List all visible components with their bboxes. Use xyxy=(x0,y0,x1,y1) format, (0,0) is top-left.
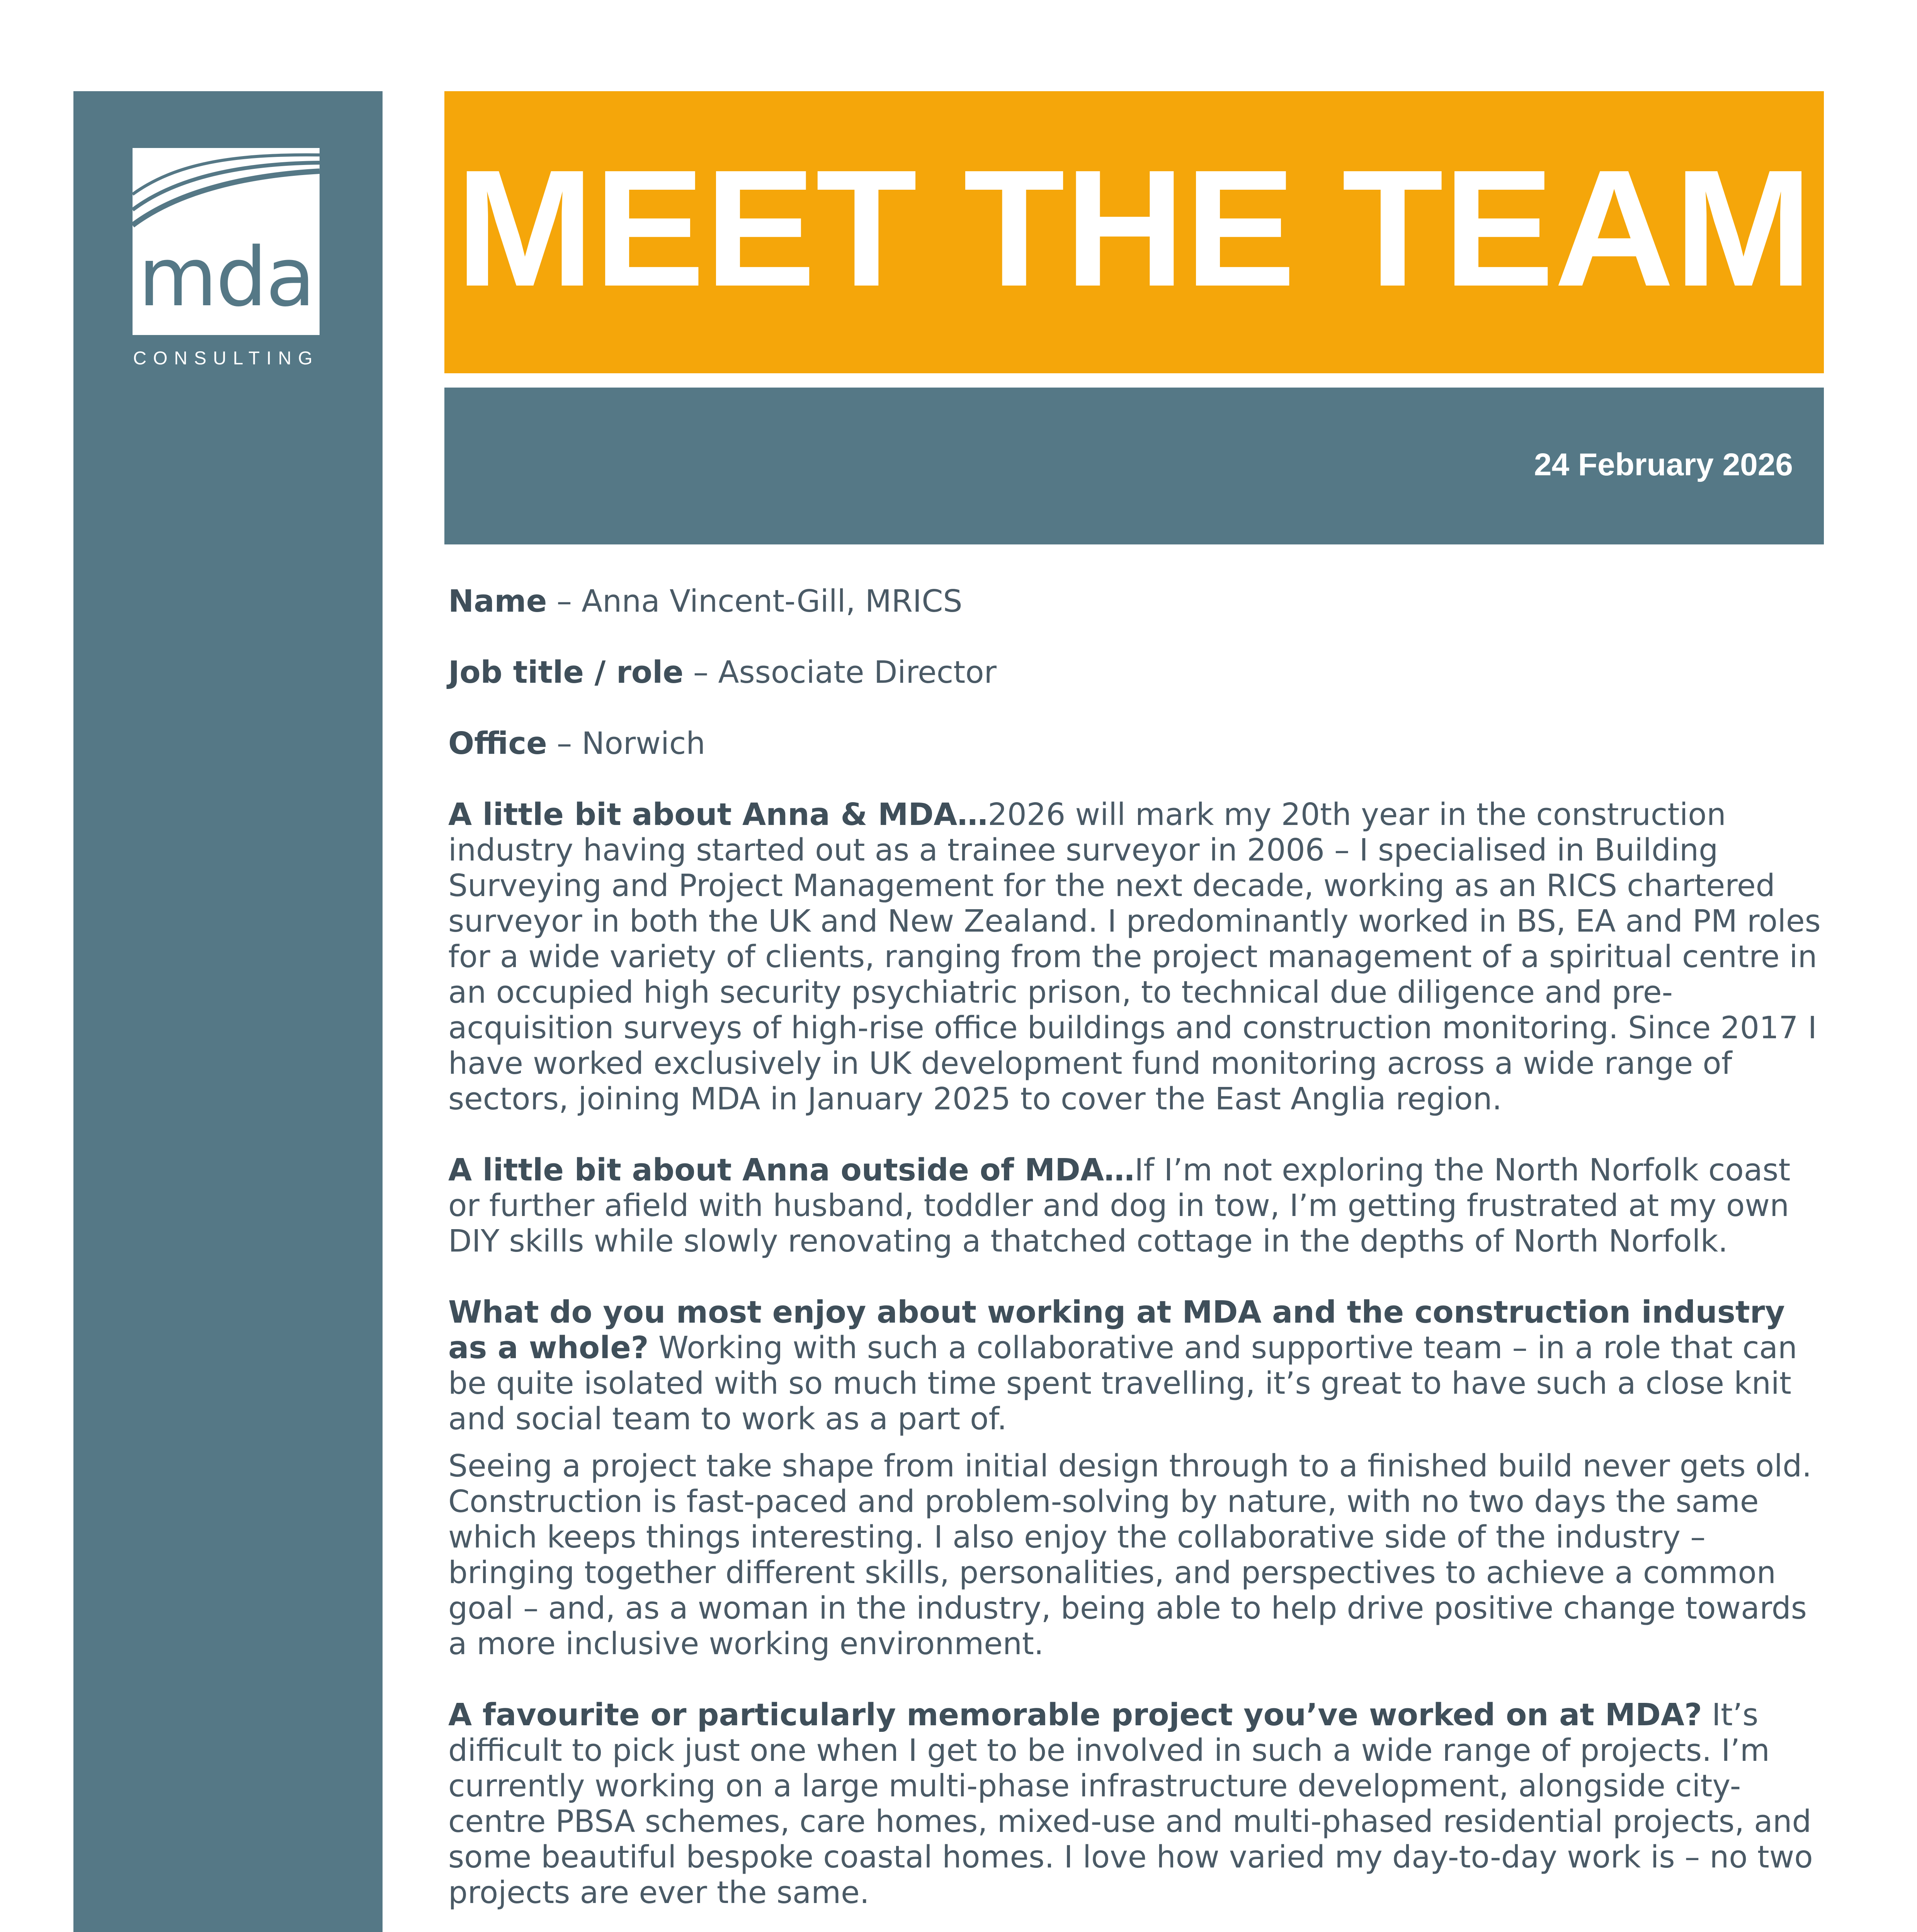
outside-mda-text: If I’m not exploring the North Norfolk coast or further afield with husband, toddler and dog in tow, I’m getting frustrated at my own DIY skills while slowly renovating a thatched cottage in the depths of North Norfolk. xyxy=(448,1152,1791,1259)
enjoy-text: Working with such a collaborative and supportive team – in a role that can be quite isolated with so much time spent travelling, it’s great to have such a close knit and social team to work as a part of. xyxy=(448,1330,1797,1437)
role-value: – Associate Director xyxy=(683,655,997,690)
enjoy-paragraph-2 xyxy=(448,1448,1824,1662)
date-banner xyxy=(444,388,1824,544)
office-value: – Norwich xyxy=(547,726,706,761)
name-line xyxy=(448,583,1824,619)
enjoy-paragraph xyxy=(448,1294,1824,1437)
issue-date: 24 February 2026 xyxy=(1534,447,1793,482)
project-label: A favourite or particularly memorable project you’ve worked on at MDA? xyxy=(448,1697,1702,1733)
outside-mda-label: A little bit about Anna outside of MDA… xyxy=(448,1152,1135,1188)
logo-wordmark: mda xyxy=(138,230,314,325)
office-label: Office xyxy=(448,726,547,761)
name-label: Name xyxy=(448,583,547,619)
role-line xyxy=(448,655,1824,690)
profile-content xyxy=(448,583,1824,1932)
project-paragraph xyxy=(448,1697,1824,1910)
office-line xyxy=(448,726,1824,761)
enjoy-label: What do you most enjoy about working at MDA and the construction industry as a whole? xyxy=(448,1294,1785,1366)
role-label: Job title / role xyxy=(448,655,684,690)
enjoy-text-2: Seeing a project take shape from initial design through to a finished build never gets old. Construction is fast-paced and problem-solving by nature, with no two days the same which keeps things interesting. I also enjoy the collaborative side of the industry – bringing together different skills, personalities, and perspectives to achieve a common goal – and, as a woman in the industry, being able to help drive positive change towards a more inclusive working environment. xyxy=(448,1448,1812,1662)
logo-subtitle: CONSULTING xyxy=(133,348,319,369)
project-text: It’s difficult to pick just one when I get to be involved in such a wide range of projects. I’m currently working on a large multi-phase infrastructure development, alongside city-centre PBSA schemes, care homes, mixed-use and multi-phased residential projects, and some beautiful bespoke coastal homes. I love how varied my day-to-day work is – no two projects are ever the same. xyxy=(448,1697,1813,1910)
outside-mda-paragraph xyxy=(448,1152,1824,1259)
title-banner xyxy=(444,91,1824,373)
about-mda-paragraph xyxy=(448,797,1824,1117)
page-title: MEET THE TEAM xyxy=(456,136,1813,321)
about-mda-label: A little bit about Anna & MDA… xyxy=(448,797,988,832)
mda-logo xyxy=(133,148,320,335)
about-mda-text: 2026 will mark my 20th year in the construction industry having started out as a trainee surveyor in 2006 – I specialised in Building Surveying and Project Management for the next decade, working as an RICS chartered surveyor in both the UK and New Zealand. I predominantly worked in BS, EA and PM roles for a wide variety of clients, ranging from the project management of a spiritual centre in an occupied high security psychiatric prison, to technical due diligence and pre-acquisition surveys of high-rise office buildings and construction monitoring. Since 2017 I have worked exclusively in UK development fund monitoring across a wide range of sectors, joining MDA in January 2025 to cover the East Anglia region. xyxy=(448,797,1821,1117)
name-value: – Anna Vincent-Gill, MRICS xyxy=(547,583,963,619)
